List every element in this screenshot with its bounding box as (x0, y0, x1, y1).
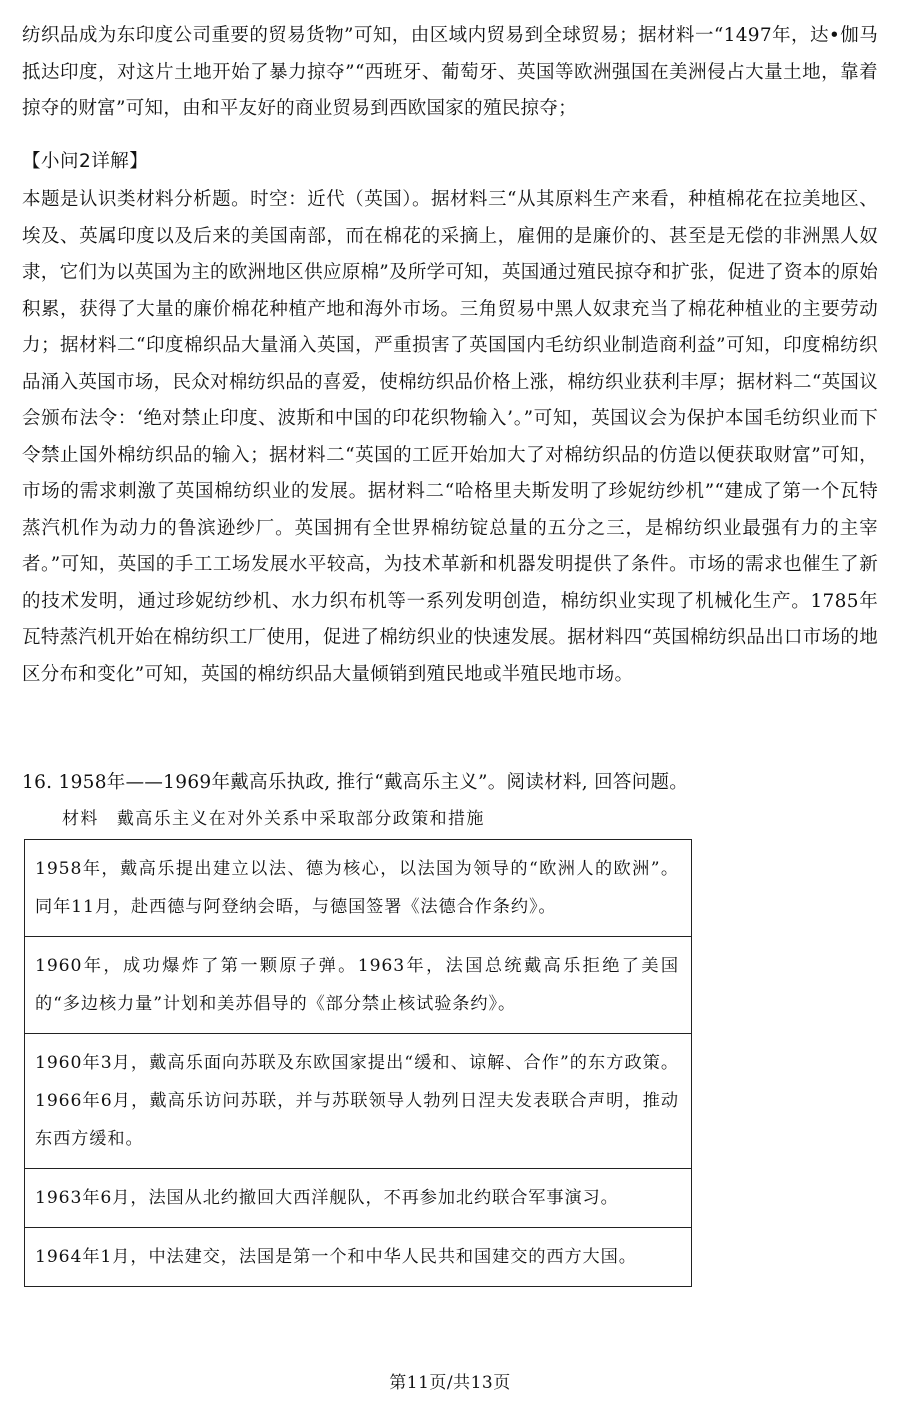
material-title: 戴高乐主义在对外关系中采取部分政策和措施 (116, 809, 485, 829)
material-row: 1964年1月，中法建交，法国是第一个和中华人民共和国建交的西方大国。 (25, 1227, 691, 1286)
material-row: 1963年6月，法国从北约撤回大西洋舰队，不再参加北约联合军事演习。 (25, 1168, 691, 1227)
material-label: 材料 (62, 809, 99, 829)
question-16: 16. 1958年——1969年戴高乐执政, 推行“戴高乐主义”。阅读材料, 回答问题。 (22, 772, 689, 793)
material-row: 1960年，成功爆炸了第一颗原子弹。1963年，法国总统戴高乐拒绝了美国的“多边核力量”计划和美苏倡导的《部分禁止核试验条约》。 (25, 936, 691, 1033)
material-table (24, 839, 692, 1287)
page-number-footer: 第11页/共13页 (389, 1373, 511, 1393)
answer-paragraph-1: 纺织品成为东印度公司重要的贸易货物”可知，由区域内贸易到全球贸易；据材料一“1497年，达•伽马抵达印度，对这片土地开始了暴力掠夺”“西班牙、葡萄牙、英国等欧洲强国在美洲侵占大量土地，靠着掠夺的财富”可知，由和平友好的商业贸易到西欧国家的殖民掠夺； (22, 25, 878, 119)
material-row: 1960年3月，戴高乐面向苏联及东欧国家提出“缓和、谅解、合作”的东方政策。1966年6月，戴高乐访问苏联，并与苏联领导人勃列日涅夫发表联合声明，推动东西方缓和。 (25, 1033, 691, 1168)
material-row: 1958年，戴高乐提出建立以法、德为核心，以法国为领导的“欧洲人的欧洲”。同年11月，赴西德与阿登纳会晤，与德国签署《法德合作条约》。 (35, 859, 679, 917)
section-heading: 【小问2详解】 (22, 151, 149, 172)
material-caption (62, 806, 485, 832)
answer-paragraph-2: 本题是认识类材料分析题。时空：近代（英国）。据材料三“从其原料生产来看，种植棉花在拉美地区、埃及、英属印度以及后来的美国南部，而在棉花的采摘上，雇佣的是廉价的、甚至是无偿的非洲黑人奴隶，它们为以英国为主的欧洲地区供应原棉”及所学可知，英国通过殖民掠夺和扩张，促进了资本的原始积累，获得了大量的廉价棉花种植产地和海外市场。三角贸易中黑人奴隶充当了棉花种植业的主要劳动力；据材料二“印度棉织品大量涌入英国，严重损害了英国国内毛纺织业制造商利益”可知，印度棉纺织品涌入英国市场，民众对棉纺织品的喜爱，使棉纺织品价格上涨，棉纺织业获利丰厚；据材料二“英国议会颁布法令：‘绝对禁止印度、波斯和中国的印花织物输入’。”可知，英国议会为保护本国毛纺织业而下令禁止国外棉纺织品的输入；据材料二“英国的工匠开始加大了对棉纺织品的仿造以便获取财富”可知，市场的需求刺激了英国棉纺织业的发展。据材料二“哈格里夫斯发明了珍妮纺纱机”“建成了第一个瓦特蒸汽机作为动力的鲁滨逊纱厂。英国拥有全世界棉纺锭总量的五分之三，是棉纺织业最强有力的主宰者。”可知，英国的手工工场发展水平较高，为技术革新和机器发明提供了条件。市场的需求也催生了新的技术发明，通过珍妮纺纱机、水力织布机等一系列发明创造，棉纺织业实现了机械化生产。1785年瓦特蒸汽机开始在棉纺织工厂使用，促进了棉纺织业的快速发展。据材料四“英国棉纺织品出口市场的地区分布和变化”可知，英国的棉纺织品大量倾销到殖民地或半殖民地市场。 (22, 189, 878, 685)
